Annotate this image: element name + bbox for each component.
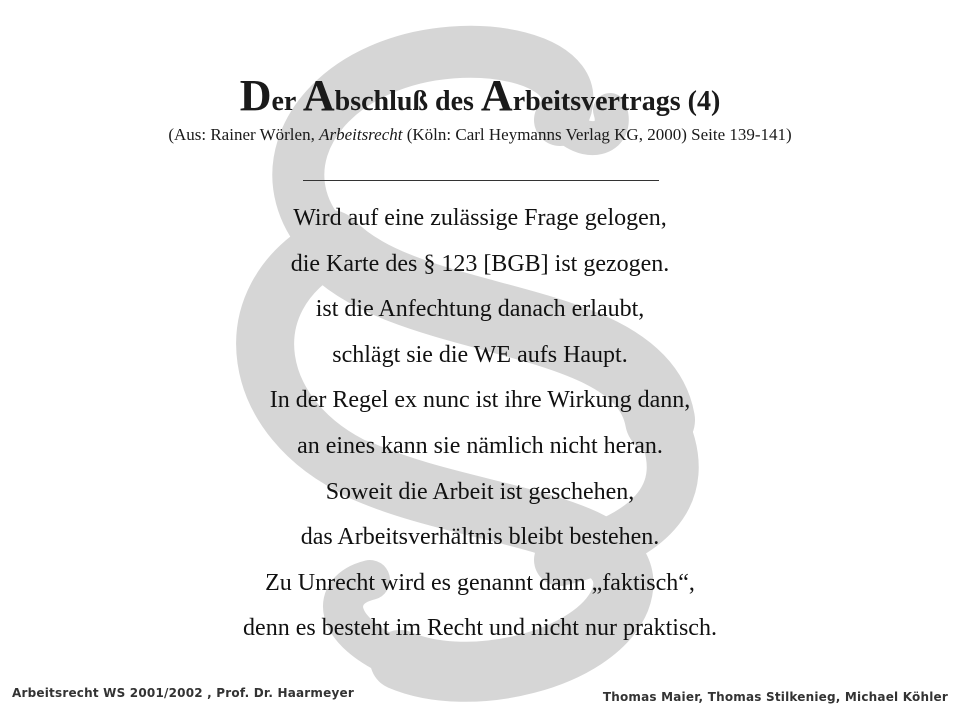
source-citation (0, 125, 960, 145)
footer-course-info: Arbeitsrecht WS 2001/2002 , Prof. Dr. Haarmeyer (12, 686, 354, 700)
verse-lines (0, 196, 960, 652)
verse-line: an eines kann sie nämlich nicht heran. (297, 432, 663, 459)
slide-title (0, 72, 960, 126)
verse-line: schlägt sie die WE aufs Haupt. (332, 341, 628, 368)
verse-line: Wird auf eine zulässige Frage gelogen, (293, 205, 667, 231)
verse-line: In der Regel ex nunc ist ihre Wirkung dann, (269, 387, 691, 414)
verse-line: die Karte des § 123 [BGB] ist gezogen. (290, 250, 670, 277)
title-initial-a2: A (480, 71, 513, 120)
verse-line: Zu Unrecht wird es genannt dann „faktisch“, (265, 569, 695, 596)
title-word1-rest: er (271, 86, 296, 117)
verse-line: ist die Anfechtung danach erlaubt, (315, 296, 645, 323)
verse-line: denn es besteht im Recht und nicht nur praktisch. (243, 615, 717, 642)
source-prefix: (Aus: Rainer Wörlen, (168, 125, 320, 144)
source-suffix: (Köln: Carl Heymanns Verlag KG, 2000) Seite 139-141) (402, 125, 792, 144)
title-word3-rest: rbeitsvertrags (4) (512, 86, 721, 117)
footer-authors: Thomas Maier, Thomas Stilkenieg, Michael Köhler (602, 690, 948, 704)
source-book-title: Arbeitsrecht (319, 125, 403, 144)
verse-line: Soweit die Arbeit ist geschehen, (325, 478, 635, 505)
title-divider (303, 180, 659, 181)
verse-line: das Arbeitsverhältnis bleibt bestehen. (300, 524, 660, 551)
title-word2-rest: bschluß des (334, 86, 474, 117)
title-initial-a1: A (302, 71, 335, 120)
title-initial-d: D (239, 71, 272, 120)
